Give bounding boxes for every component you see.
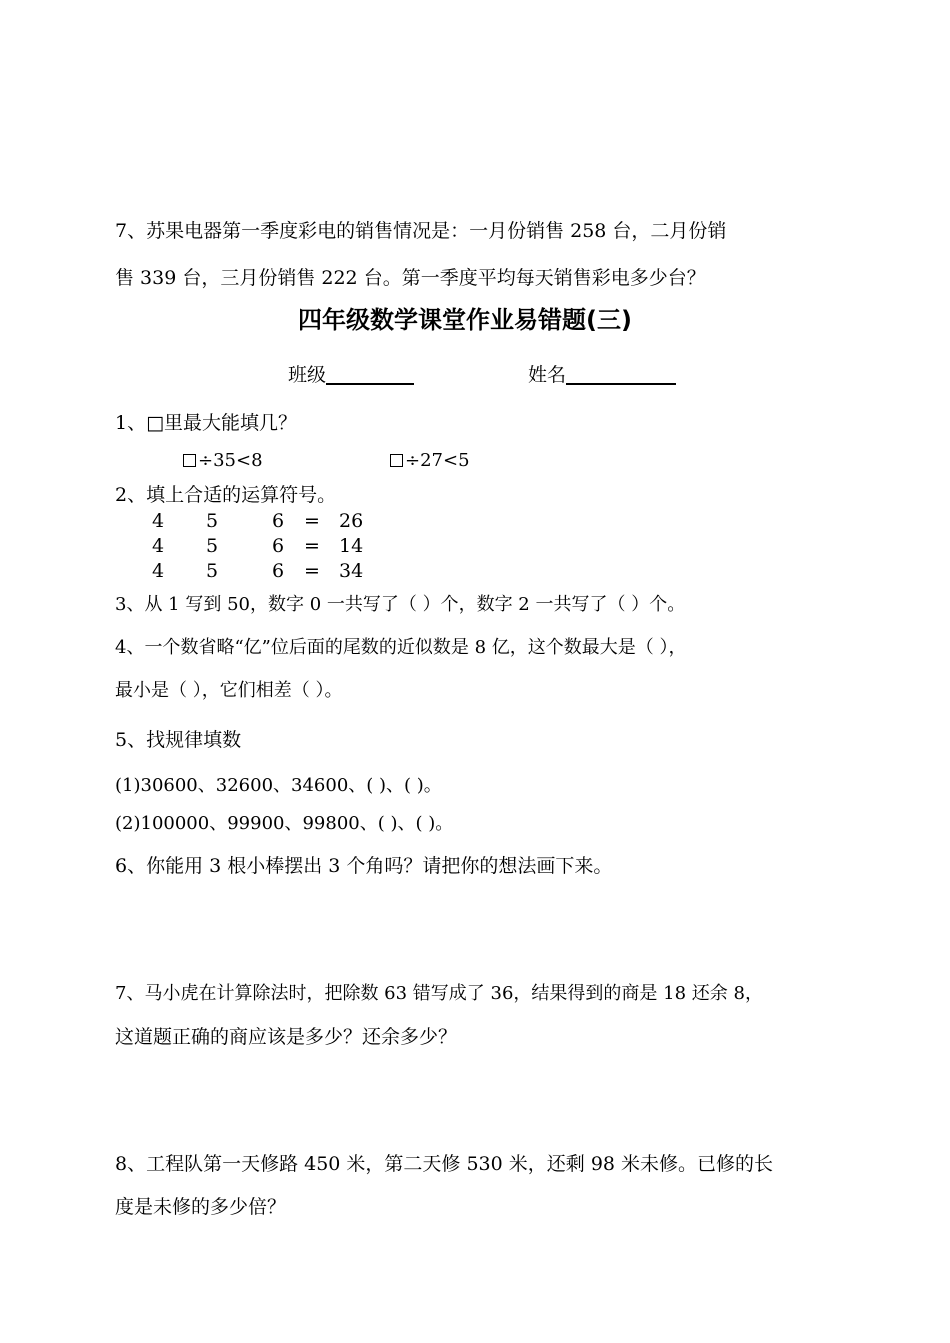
q2-text: 2、填上合适的运算符号。: [115, 484, 337, 506]
q8-line-2: 度是未修的多少倍？: [115, 1196, 287, 1218]
operand-c: 6: [272, 510, 285, 532]
q3-text: 3、从 1 写到 50，数字 0 一共写了（ ）个，数字 2 一共写了（ ）个。: [115, 594, 686, 615]
equals-sign: =: [304, 560, 320, 582]
operand-b: 5: [206, 510, 219, 532]
q1-expression-2-text: ÷27<5: [405, 450, 470, 471]
q1-expression-2: [390, 452, 470, 470]
q2-row-3: [0, 562, 950, 584]
operand-a: 4: [152, 535, 165, 557]
equals-sign: =: [304, 535, 320, 557]
equals-sign: =: [304, 510, 320, 532]
q5-item-1: (1)30600、32600、34600、( )、( )。: [115, 775, 442, 796]
q4-line-2: 最小是（ ），它们相差（ ）。: [115, 680, 343, 701]
q2-row-1: [0, 512, 950, 534]
name-blank[interactable]: [566, 363, 676, 385]
q1-expression-1: [183, 452, 263, 470]
q4-line-1: 4、一个数省略“亿”位后面的尾数的近似数是 8 亿，这个数最大是（ ），: [115, 637, 687, 658]
class-label: 班级: [288, 364, 327, 386]
q2-row-2: [0, 537, 950, 559]
page-title: 四年级数学课堂作业易错题(三): [298, 306, 632, 334]
operand-c: 6: [272, 560, 285, 582]
operand-c: 6: [272, 535, 285, 557]
operand-b: 5: [206, 535, 219, 557]
q7-line-2: 这道题正确的商应该是多少？还余多少？: [115, 1026, 458, 1048]
result: 34: [339, 560, 364, 582]
q1-text: 1、□里最大能填几？: [115, 412, 298, 434]
answer-box[interactable]: [183, 454, 196, 467]
operand-b: 5: [206, 560, 219, 582]
top-question-line-2: 售 339 台，三月份销售 222 台。第一季度平均每天销售彩电多少台？: [115, 267, 706, 289]
class-blank[interactable]: [326, 363, 414, 385]
name-field: [528, 363, 676, 385]
class-field: [288, 363, 414, 385]
answer-box[interactable]: [390, 454, 403, 467]
q7-line-1: 7、马小虎在计算除法时，把除数 63 错写成了 36，结果得到的商是 18 还余 8，: [115, 983, 763, 1004]
name-label: 姓名: [528, 364, 567, 386]
operand-a: 4: [152, 560, 165, 582]
q6-text: 6、你能用 3 根小棒摆出 3 个角吗？请把你的想法画下来。: [115, 855, 613, 877]
top-question-line-1: 7、苏果电器第一季度彩电的销售情况是：一月份销售 258 台，二月份销: [115, 220, 727, 242]
result: 26: [339, 510, 364, 532]
q8-line-1: 8、工程队第一天修路 450 米，第二天修 530 米，还剩 98 米未修。已修的长: [115, 1153, 774, 1175]
result: 14: [339, 535, 364, 557]
q1-expression-1-text: ÷35<8: [198, 450, 263, 471]
q5-text: 5、找规律填数: [115, 729, 242, 751]
q5-item-2: (2)100000、99900、99800、( )、( )。: [115, 813, 454, 834]
operand-a: 4: [152, 510, 165, 532]
